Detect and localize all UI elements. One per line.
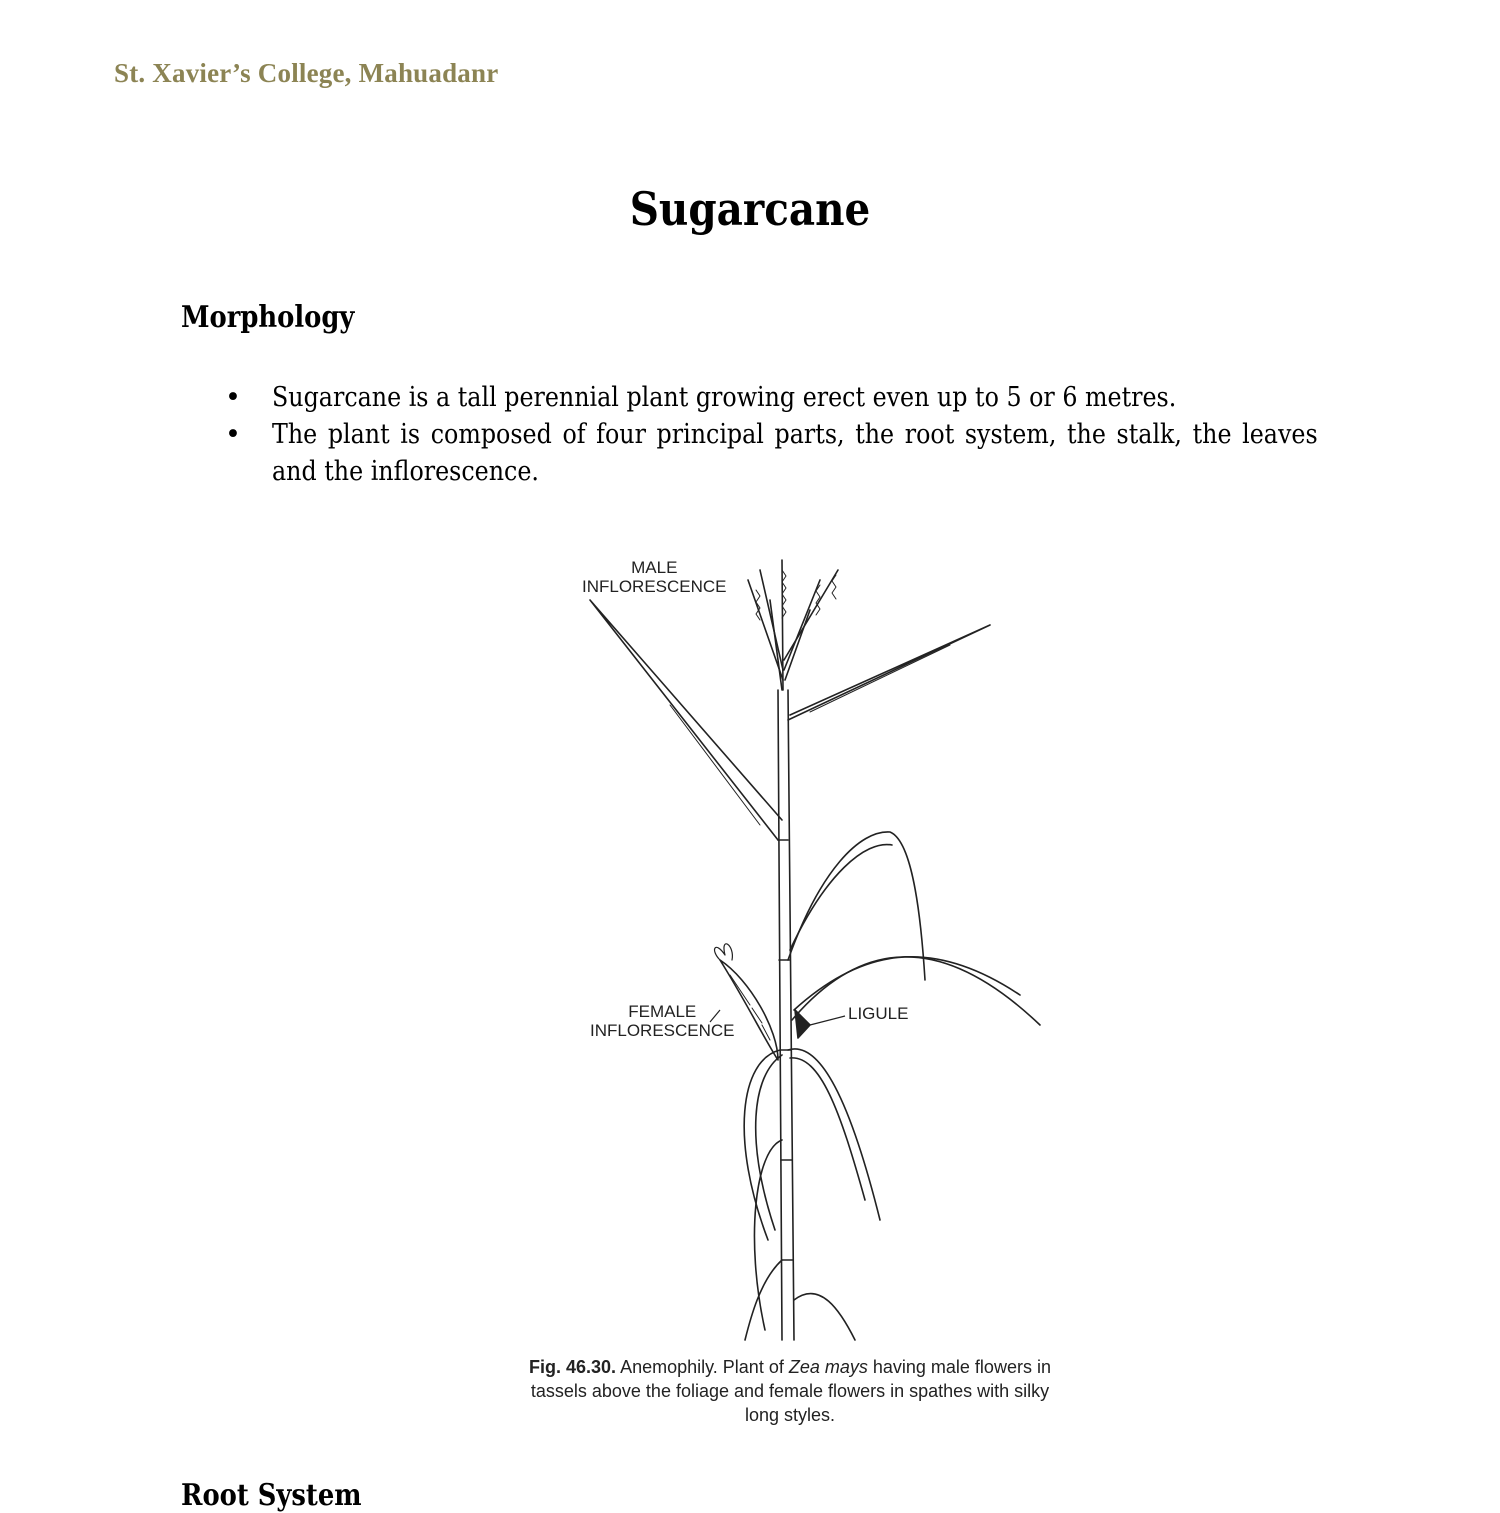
bullet-icon: • [225,419,241,450]
label-ligule: LIGULE [848,1004,909,1023]
bullet-icon: • [225,382,241,413]
label-female-inflorescence [590,1002,735,1040]
list-item [225,379,1318,416]
stalk-line [788,690,794,1340]
label-line: INFLORESCENCE [582,577,727,596]
label-line: MALE [631,558,678,577]
label-male-inflorescence [582,558,727,596]
caption-fig-number: Fig. 46.30. [529,1357,617,1377]
zea-mays-illustration [520,540,1060,1350]
page-title: Sugarcane [629,182,871,236]
caption-species: Zea mays [788,1357,868,1377]
morphology-bullet-list [225,379,1318,490]
list-item [225,416,1318,490]
section-heading-root-system: Root System [181,1478,362,1513]
figure-caption [520,1355,1060,1427]
college-header: St. Xavier’s College, Mahuadanr [114,58,499,88]
section-heading-morphology: Morphology [181,300,355,335]
plant-figure [520,540,1060,1430]
caption-text: Anemophily. Plant of [616,1357,789,1377]
bullet-text: The plant is composed of four principal parts, the root system, the stalk, the leaves and the inflorescence. [272,419,1318,487]
caption-text: having male flowers in tassels above the foliage and female flowers in spathes with silky long styles. [530,1357,1051,1425]
label-line: INFLORESCENCE [590,1021,735,1040]
stalk-line [778,690,782,1340]
bullet-text: Sugarcane is a tall perennial plant growing erect even up to 5 or 6 metres. [272,382,1177,413]
label-line: FEMALE [628,1002,697,1021]
